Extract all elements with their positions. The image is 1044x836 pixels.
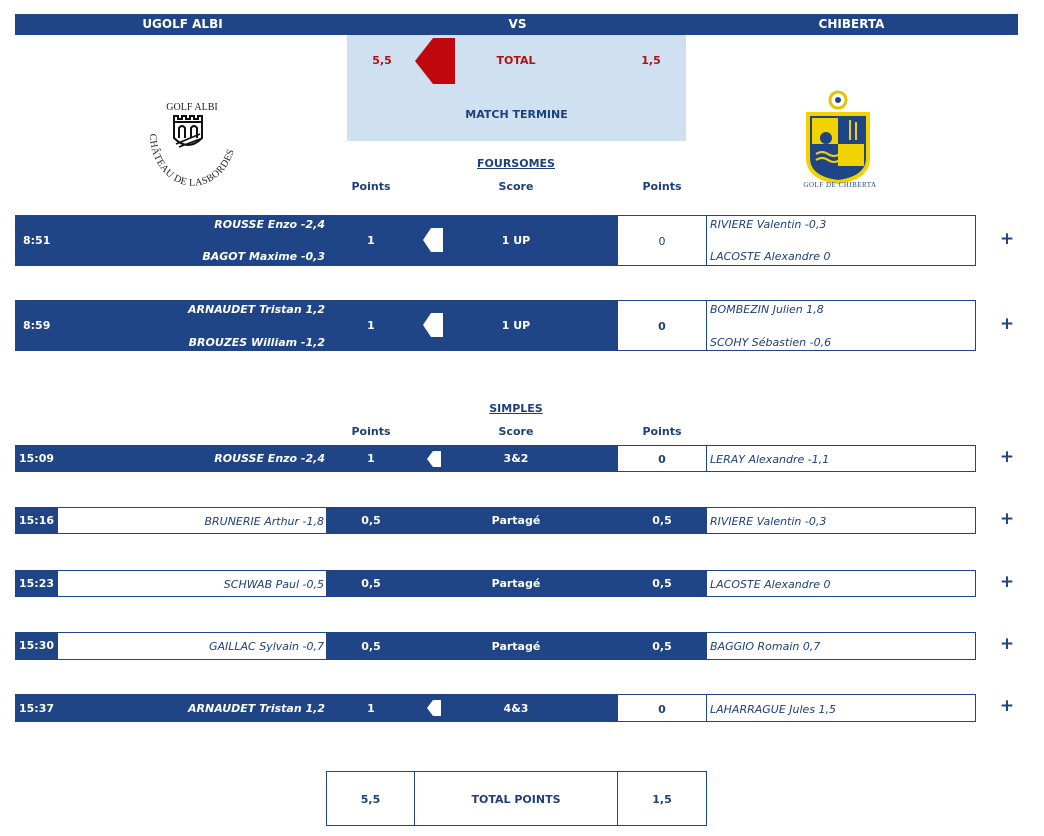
match-score: 1 UP xyxy=(501,319,531,332)
chiberta-logo-text: GOLF DE CHIBERTA xyxy=(803,181,877,189)
footer-home-total: 5,5 xyxy=(360,793,381,806)
halved-score-bar xyxy=(326,632,707,660)
expand-match-button[interactable]: + xyxy=(999,314,1015,334)
foursomes-col-points-home: Points xyxy=(351,180,391,193)
halved-score-bar xyxy=(326,570,707,597)
footer-total-label: TOTAL POINTS xyxy=(471,793,561,806)
away-points: 0 xyxy=(658,703,666,716)
home-points: 1 xyxy=(367,234,375,247)
simples-col-points-away: Points xyxy=(642,425,682,438)
away-player-cell xyxy=(706,632,976,660)
foursome-row-home xyxy=(15,300,617,351)
halved-score-bar xyxy=(326,507,707,534)
away-points-cell xyxy=(617,215,707,266)
tee-time: 15:30 xyxy=(19,639,55,652)
away-player-cell xyxy=(706,445,976,472)
away-points: 0,5 xyxy=(652,577,672,590)
home-player: SCHWAB Paul -0,5 xyxy=(223,578,324,591)
home-player-1: ARNAUDET Tristan 1,2 xyxy=(188,303,325,316)
match-score: Partagé xyxy=(491,577,541,590)
svg-text:GOLF ALBI: GOLF ALBI xyxy=(166,102,218,113)
away-player-cell xyxy=(706,694,976,722)
home-player-2: BAGOT Maxime -0,3 xyxy=(202,250,325,263)
single-row-home xyxy=(15,694,617,722)
tee-time: 15:16 xyxy=(19,514,55,527)
foursomes-col-score: Score xyxy=(498,180,534,193)
away-player-cell xyxy=(706,507,976,534)
foursome-row-home xyxy=(15,215,617,266)
away-player-1: BOMBEZIN Julien 1,8 xyxy=(710,303,824,316)
match-score: 1 UP xyxy=(501,234,531,247)
away-player-2: LACOSTE Alexandre 0 xyxy=(710,250,831,263)
away-player: LACOSTE Alexandre 0 xyxy=(710,578,831,591)
simples-col-score: Score xyxy=(498,425,534,438)
tee-time: 8:51 xyxy=(23,234,51,247)
golf-albi-logo xyxy=(138,97,242,191)
match-header-bar xyxy=(15,14,1018,35)
away-players-cell xyxy=(706,215,976,266)
match-score: Partagé xyxy=(491,514,541,527)
foursomes-title: FOURSOMES xyxy=(477,157,555,170)
golf-chiberta-logo xyxy=(800,88,880,198)
home-points: 1 xyxy=(367,702,375,715)
home-points: 1 xyxy=(367,319,375,332)
home-points: 0,5 xyxy=(361,577,381,590)
home-player-1: ROUSSE Enzo -2,4 xyxy=(214,218,325,231)
tee-time: 15:37 xyxy=(19,702,55,715)
footer-away-total: 1,5 xyxy=(652,793,672,806)
match-score: Partagé xyxy=(491,640,541,653)
total-label: TOTAL xyxy=(496,54,536,67)
match-status: MATCH TERMINE xyxy=(465,108,568,121)
away-player: LERAY Alexandre -1,1 xyxy=(710,453,830,466)
winner-arrow-icon xyxy=(423,228,443,252)
foursomes-col-points-away: Points xyxy=(642,180,682,193)
away-points: 0,5 xyxy=(652,640,672,653)
away-player: BAGGIO Romain 0,7 xyxy=(710,640,821,653)
home-total-score: 5,5 xyxy=(372,54,392,67)
home-player-2: BROUZES William -1,2 xyxy=(188,336,325,349)
vs-label: VS xyxy=(508,17,527,31)
tee-time: 8:59 xyxy=(23,319,51,332)
expand-match-button[interactable]: + xyxy=(999,509,1015,529)
home-player: ROUSSE Enzo -2,4 xyxy=(214,452,325,465)
away-player: LAHARRAGUE Jules 1,5 xyxy=(710,703,837,716)
away-total-score: 1,5 xyxy=(641,54,661,67)
winner-arrow-icon xyxy=(427,700,441,716)
expand-match-button[interactable]: + xyxy=(999,572,1015,592)
simples-col-points-home: Points xyxy=(351,425,391,438)
away-player-2: SCOHY Sébastien -0,6 xyxy=(710,336,832,349)
expand-match-button[interactable]: + xyxy=(999,229,1015,249)
away-team-name: CHIBERTA xyxy=(818,17,885,31)
expand-match-button[interactable]: + xyxy=(999,696,1015,716)
match-score: 3&2 xyxy=(503,452,529,465)
winner-arrow-icon xyxy=(427,451,441,467)
winner-arrow-icon xyxy=(423,313,443,337)
tee-time: 15:09 xyxy=(19,452,55,465)
away-points-cell xyxy=(617,300,707,351)
away-players-cell xyxy=(706,300,976,351)
home-player: BRUNERIE Arthur -1,8 xyxy=(204,515,324,528)
footer-home-total-cell xyxy=(326,771,415,826)
winner-arrow-icon xyxy=(415,38,455,84)
away-points-cell xyxy=(617,445,707,472)
away-points-cell xyxy=(617,694,707,722)
home-player: ARNAUDET Tristan 1,2 xyxy=(188,702,325,715)
expand-match-button[interactable]: + xyxy=(999,634,1015,654)
tee-time-cell xyxy=(15,632,57,660)
away-points: 0 xyxy=(658,453,666,466)
away-player-1: RIVIERE Valentin -0,3 xyxy=(710,218,827,231)
expand-match-button[interactable]: + xyxy=(999,447,1015,467)
away-points: 0,5 xyxy=(652,514,672,527)
away-points: 0 xyxy=(658,235,666,248)
home-points: 1 xyxy=(367,452,375,465)
home-player: GAILLAC Sylvain -0,7 xyxy=(208,640,324,653)
away-player: RIVIERE Valentin -0,3 xyxy=(710,515,827,528)
svg-text:CHÂTEAU DE LASBORDES: CHÂTEAU DE LASBORDES xyxy=(146,133,237,189)
tee-time: 15:23 xyxy=(19,577,55,590)
tee-time-cell xyxy=(15,507,57,534)
home-points: 0,5 xyxy=(361,514,381,527)
match-score: 4&3 xyxy=(503,702,529,715)
home-player-cell xyxy=(57,632,327,660)
single-row-home xyxy=(15,445,617,472)
score-summary-panel xyxy=(347,35,686,141)
home-team-name: UGOLF ALBI xyxy=(142,17,223,31)
simples-title: SIMPLES xyxy=(489,402,543,415)
home-points: 0,5 xyxy=(361,640,381,653)
away-player-cell xyxy=(706,570,976,597)
away-points: 0 xyxy=(658,320,666,333)
footer-label-cell xyxy=(414,771,618,826)
home-player-cell xyxy=(57,570,327,597)
footer-away-total-cell xyxy=(617,771,707,826)
home-player-cell xyxy=(57,507,327,534)
tee-time-cell xyxy=(15,570,57,597)
